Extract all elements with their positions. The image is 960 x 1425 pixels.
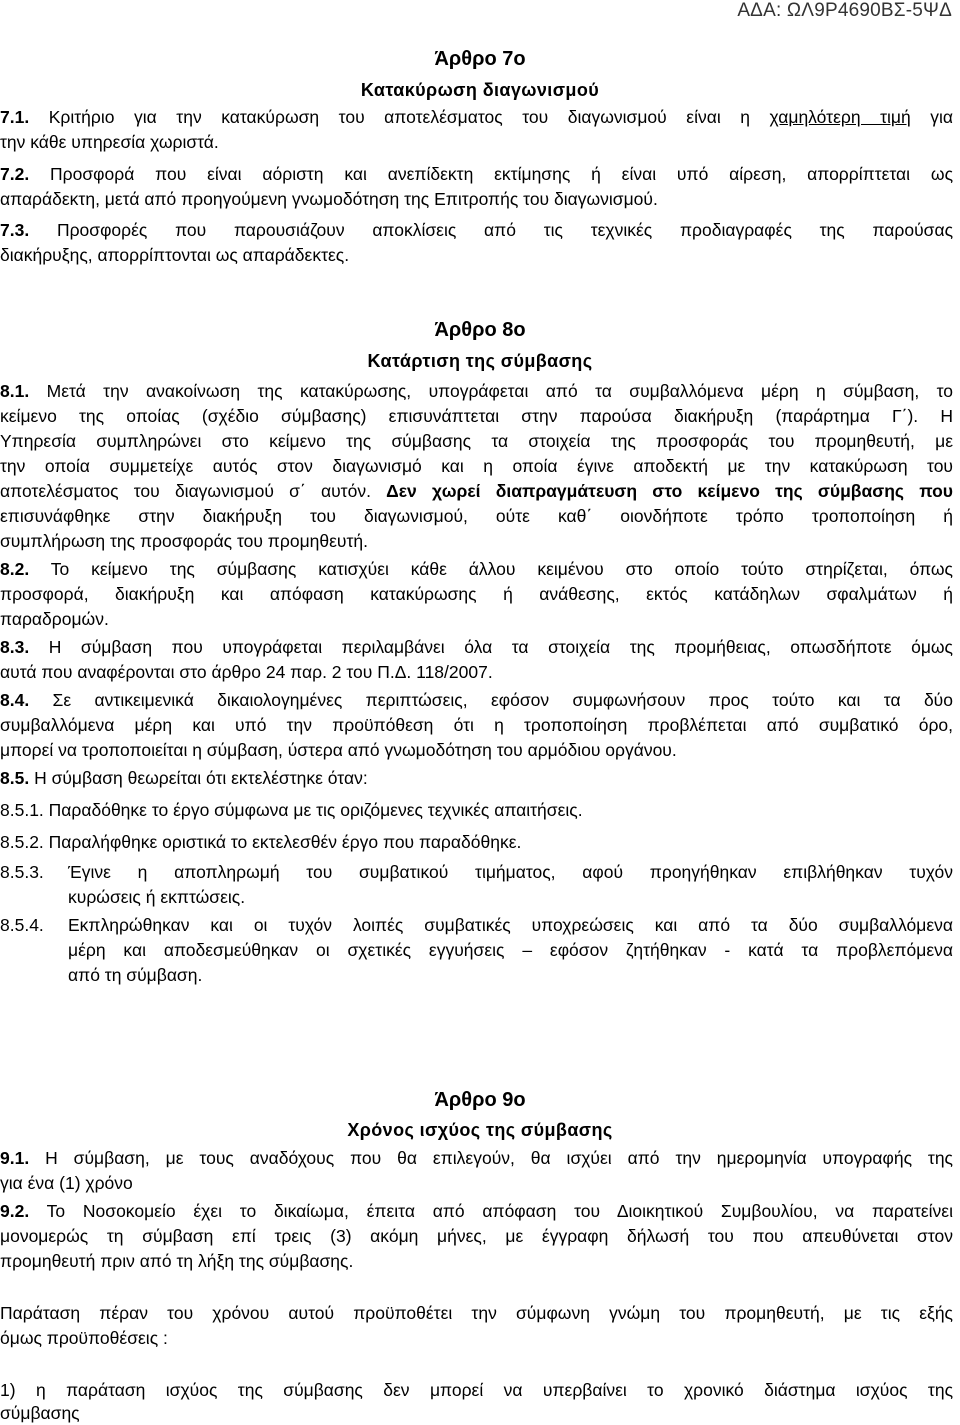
paragraph-8-1-line3: Υπηρεσία συμπληρώνει στο κείμενο της σύμβασης τα στοιχεία της προσφοράς του προμηθευτή, με <box>0 431 953 451</box>
paragraph-9-2-line3: προμηθευτή πριν από τη λήξη της σύμβασης. <box>0 1251 354 1271</box>
paragraph-7-2-line2: απαράδεκτη, μετά από προηγούμενη γνωμοδότηση της Επιτροπής του διαγωνισμού. <box>0 189 658 209</box>
paragraph-8-1-line6: επισυνάφθηκε στην διακήρυξη του διαγωνισμού, ούτε καθ΄ οιονδήποτε τρόπο τροποποίηση ή <box>0 506 953 526</box>
paragraph-8-1-line2: κείμενο της οποίας (σχέδιο σύμβασης) επισυνάπτεται στην παρούσα διακήρυξη (παράρτημα Γ΄). Η <box>0 406 953 426</box>
paragraph-7-2-line1: 7.2. Προσφορά που είναι αόριστη και ανεπίδεκτη εκτίμησης ή είναι υπό αίρεση, απορρίπτεται ως <box>0 164 953 184</box>
paragraph-7-1-line2: την κάθε υπηρεσία χωριστά. <box>0 132 219 152</box>
paragraph-8-4-line2: συμβαλλόμενα μέρη και υπό την προϋπόθεση ότι η τροποποίηση προβλέπεται από συμβατικό όρο, <box>0 715 953 735</box>
paragraph-8-5-4-line3: από τη σύμβαση. <box>68 965 203 985</box>
paragraph-8-1-line1: 8.1. Μετά την ανακοίνωση της κατακύρωσης, υπογράφεται από τα συμβαλλόμενα μέρη η σύμβαση, το <box>0 381 953 401</box>
paragraph-8-2-line1: 8.2. Το κείμενο της σύμβασης κατισχύει κάθε άλλου κειμένου στο οποίο τούτο στηρίζεται, όπως <box>0 559 953 579</box>
paragraph-8-4-line3: μπορεί να τροποποιείται η σύμβαση, ύστερα από γνωμοδότηση του αρμόδιου οργάνου. <box>0 740 677 760</box>
paragraph-8-1-line4: την οποία συμμετείχε αυτός στον διαγωνισμό και η οποία έγινε αποδεκτή με την κατακύρωση του <box>0 456 953 476</box>
para-num: 7.2. <box>0 164 30 184</box>
paragraph-9-1-line1: 9.1. Η σύμβαση, με τους αναδόχους που θα επιλεγούν, θα ισχύει από την ημερομηνία υπογραφής της <box>0 1148 953 1168</box>
paragraph-9-1-line2: για ένα (1) χρόνο <box>0 1173 133 1193</box>
paragraph-8-5-4-num: 8.5.4. <box>0 915 44 935</box>
paragraph-8-2-line3: παραδρομών. <box>0 609 109 629</box>
paragraph-9-2-line1: 9.2. Το Νοσοκομείο έχει το δικαίωμα, έπειτα από απόφαση του Διοικητικού Συμβουλίου, να παρατείνει <box>0 1201 953 1221</box>
paragraph-8-5-4-line1: Εκπληρώθηκαν και οι τυχόν λοιπές συμβατικές υποχρεώσεις και από τα δύο συμβαλλόμενα <box>68 915 953 935</box>
paragraph-7-1-line1: 7.1. Κριτήριο για την κατακύρωση του αποτελέσματος του διαγωνισμού είναι η χαμηλότερη τιμή για <box>0 107 954 127</box>
paragraph-8-1-line7: συμπλήρωση της προσφοράς του προμηθευτή. <box>0 531 368 551</box>
paragraph-7-3-line1: 7.3. Προσφορές που παρουσιάζουν αποκλίσεις από τις τεχνικές προδιαγραφές της παρούσας <box>0 220 953 240</box>
para-num: 9.1. <box>0 1148 30 1168</box>
paragraph-9-3-line1: Παράταση πέραν του χρόνου αυτού προϋποθέτει την σύμφωνη γνώμη του προμηθευτή, με τις εξής <box>0 1303 953 1323</box>
ada-code: ΑΔΑ: ΩΛ9Ρ4690ΒΣ-5ΨΔ <box>737 0 952 21</box>
article-9-title: Άρθρο 9ο <box>434 1089 526 1111</box>
para-num: 7.1. <box>0 107 30 127</box>
para-num: 8.4. <box>0 690 30 710</box>
article-8-subtitle: Κατάρτιση της σύμβασης <box>367 351 593 371</box>
paragraph-8-2-line2: προσφορά, διακήρυξη και απόφαση κατακύρωσης ή ανάθεσης, εκτός κατάδηλων σφαλμάτων ή <box>0 584 953 604</box>
para-num: 8.1. <box>0 381 30 401</box>
paragraph-9-4-line2: σύμβασης <box>0 1403 80 1423</box>
article-9-subtitle: Χρόνος ισχύος της σύμβασης <box>347 1120 613 1140</box>
para-num: 8.2. <box>0 559 30 579</box>
article-7-title: Άρθρο 7ο <box>434 48 526 70</box>
paragraph-8-5: 8.5. Η σύμβαση θεωρείται ότι εκτελέστηκε όταν: <box>0 768 368 788</box>
article-8-title: Άρθρο 8ο <box>434 319 526 341</box>
para-num: 8.3. <box>0 637 30 657</box>
para-num: 9.2. <box>0 1201 30 1221</box>
paragraph-8-5-3-num: 8.5.3. <box>0 862 44 882</box>
para-num: 7.3. <box>0 220 30 240</box>
para-num: 8.5. <box>0 768 30 788</box>
article-7-subtitle: Κατακύρωση διαγωνισμού <box>360 80 600 100</box>
paragraph-8-5-3-line2: κυρώσεις ή εκπτώσεις. <box>68 887 246 907</box>
paragraph-9-4-line1: 1) η παράταση ισχύος της σύμβασης δεν μπορεί να υπερβαίνει το χρονικό διάστημα ισχύος της <box>0 1380 953 1400</box>
paragraph-8-5-2: 8.5.2. Παραλήφθηκε οριστικά το εκτελεσθέν έργο που παραδόθηκε. <box>0 832 522 852</box>
paragraph-8-3-line2: αυτά που αναφέρονται στο άρθρο 24 παρ. 2 του Π.Δ. 118/2007. <box>0 662 493 682</box>
paragraph-7-3-line2: διακήρυξης, απορρίπτονται ως απαράδεκτες. <box>0 245 350 265</box>
paragraph-8-5-4-line2: μέρη και αποδεσμεύθηκαν οι σχετικές εγγυήσεις – εφόσον ζητήθηκαν - κατά τα προβλεπόμενα <box>68 940 953 960</box>
paragraph-8-5-3-line1: Έγινε η αποπληρωμή του συμβατικού τιμήματος, αφού προηγήθηκαν επιβλήθηκαν τυχόν <box>68 862 953 882</box>
paragraph-8-3-line1: 8.3. Η σύμβαση που υπογράφεται περιλαμβάνει όλα τα στοιχεία της προμήθειας, οπωσδήποτε όμως <box>0 637 953 657</box>
paragraph-9-2-line2: μονομερώς τη σύμβαση επί τρεις (3) ακόμη μήνες, με έγγραφη δήλωσή του που απευθύνεται στον <box>0 1226 953 1246</box>
paragraph-9-3-line2: όμως προϋποθέσεις : <box>0 1328 168 1348</box>
paragraph-8-5-1: 8.5.1. Παραδόθηκε το έργο σύμφωνα με τις οριζόμενες τεχνικές απαιτήσεις. <box>0 800 583 820</box>
paragraph-8-1-line5: αποτελέσματος του διαγωνισμού σ΄ αυτόν. Δεν χωρεί διαπραγμάτευση στο κείμενο της σύμβασης που <box>0 481 953 501</box>
paragraph-8-4-line1: 8.4. Σε αντικειμενικά δικαιολογημένες περιπτώσεις, εφόσον συμφωνήσουν προς τούτο και τα δύο <box>0 690 953 710</box>
